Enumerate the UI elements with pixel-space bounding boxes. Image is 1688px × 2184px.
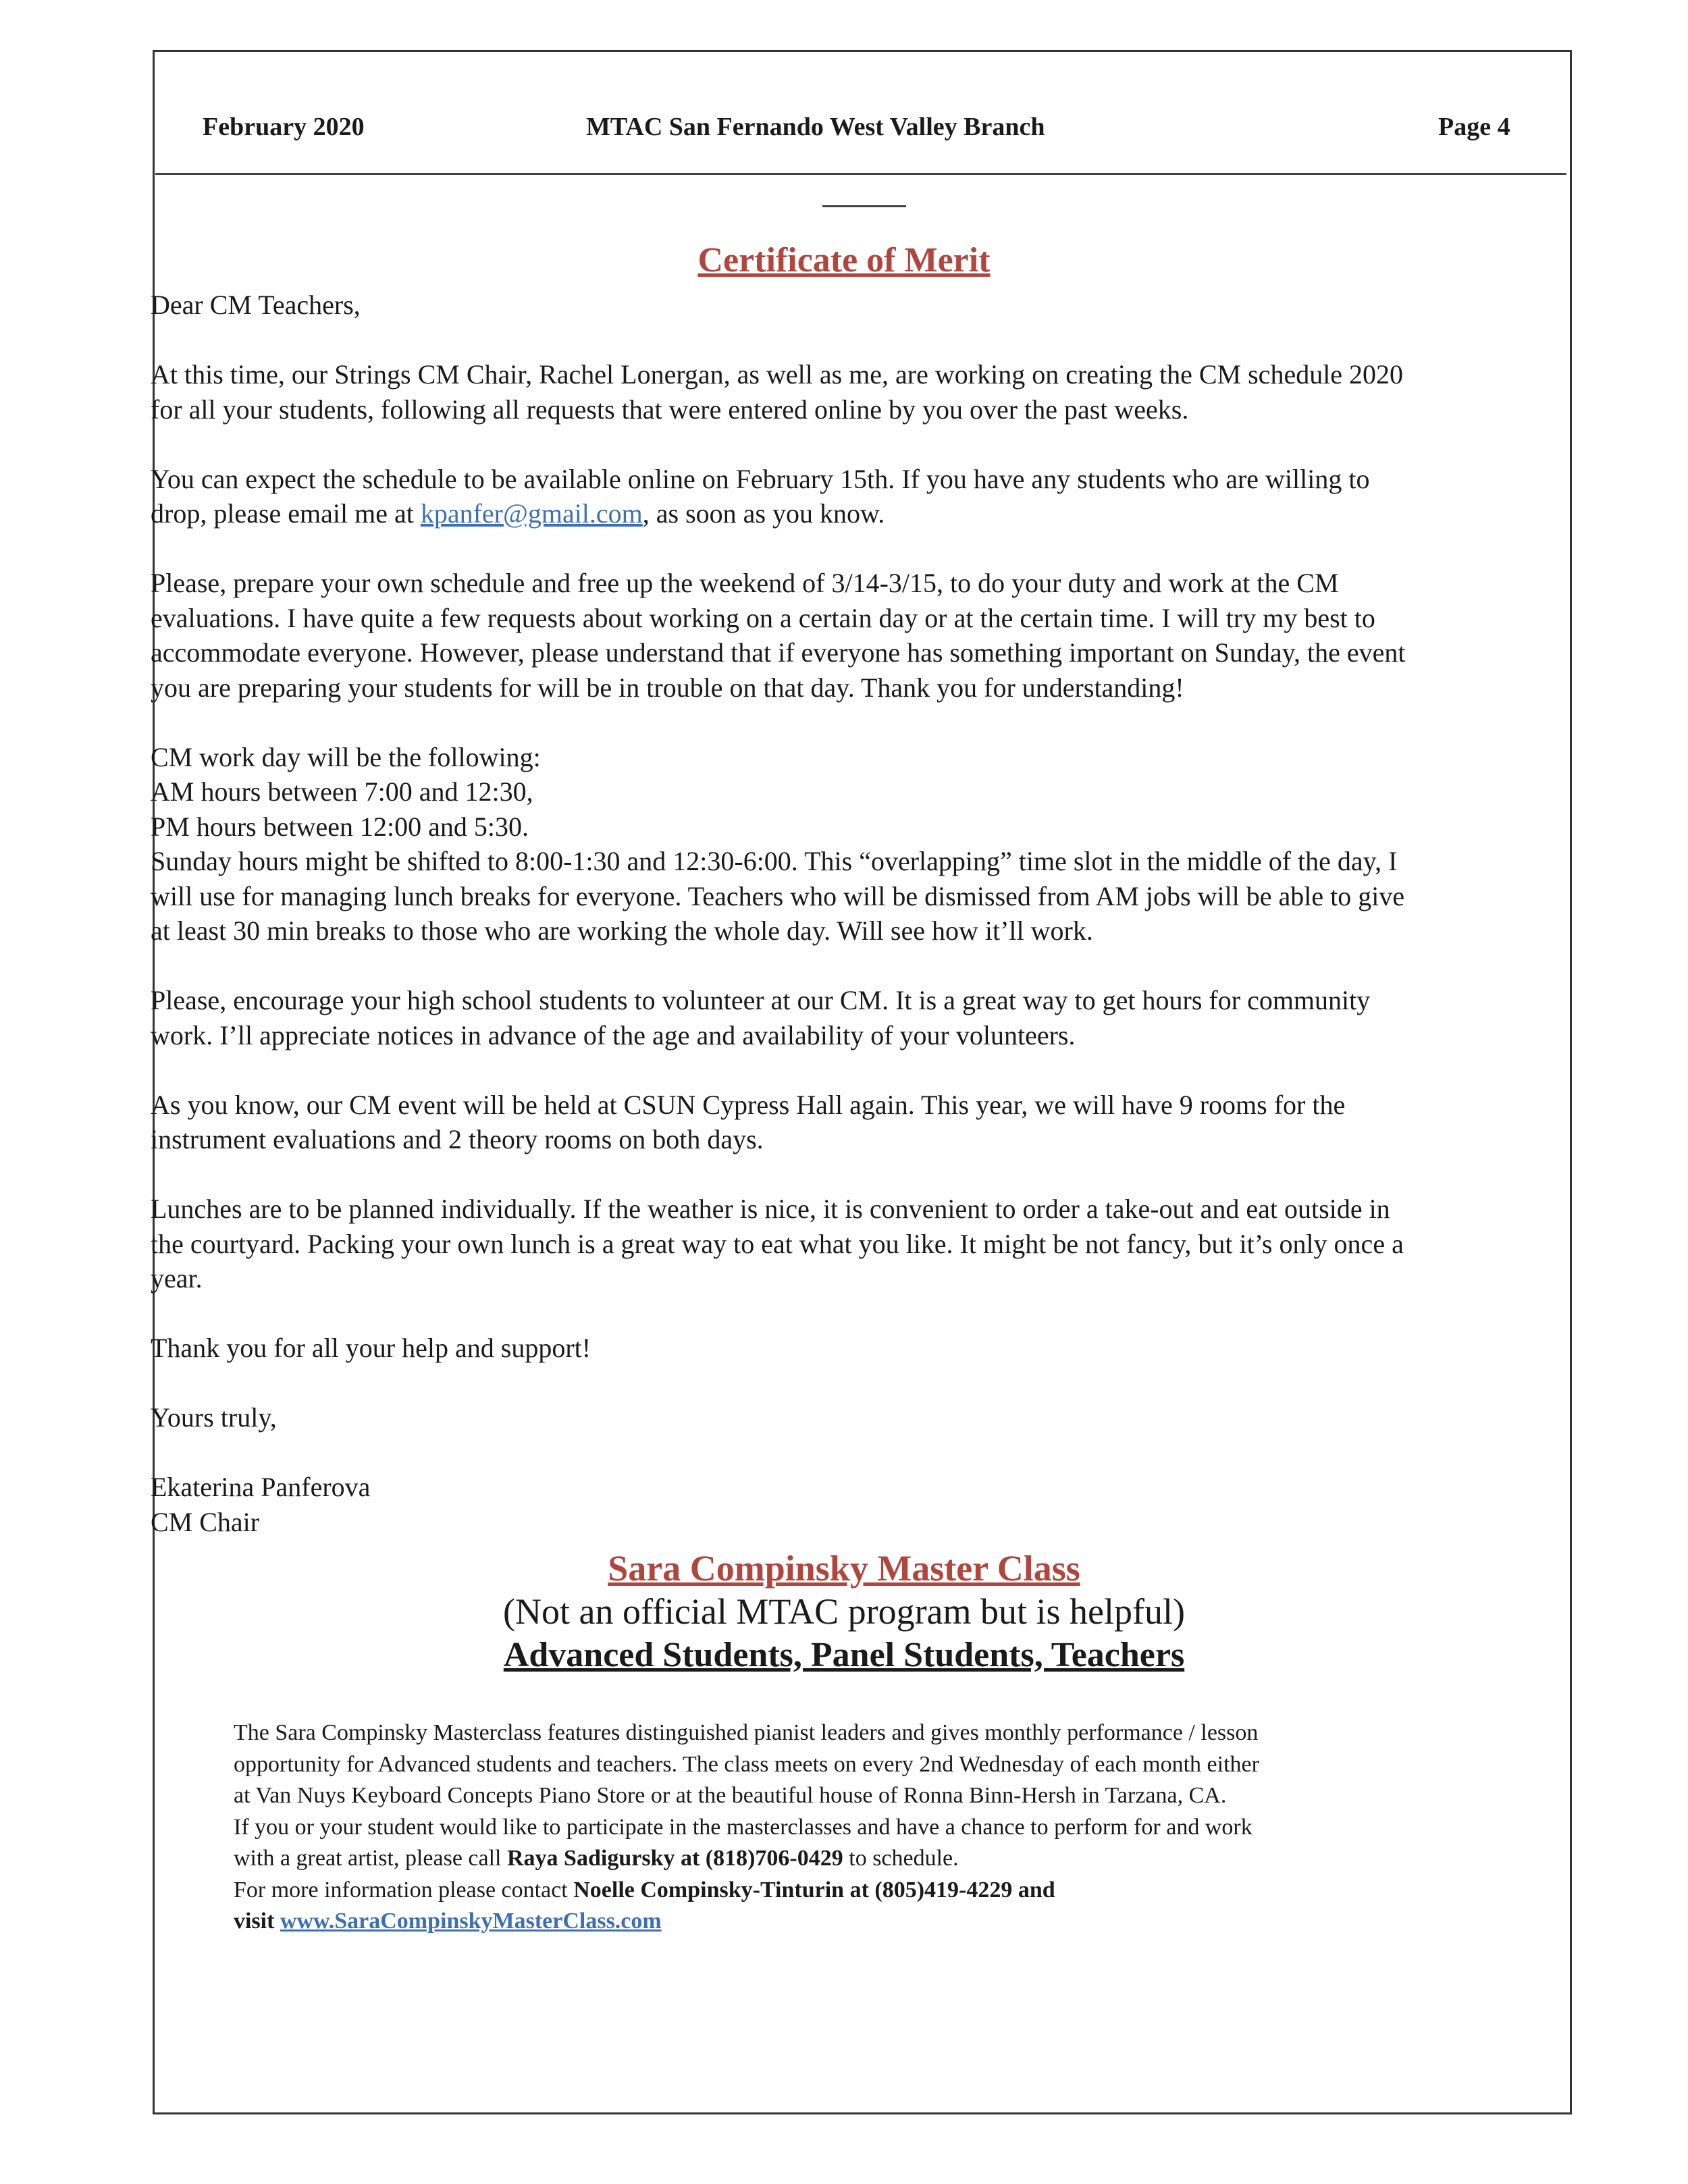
contact-raya: Raya Sadigursky at (818)706-0429 [507, 1846, 843, 1871]
header-page-number: Page 4 [1438, 113, 1510, 141]
masterclass-line: at Van Nuys Keyboard Concepts Piano Store or at the beautiful house of Ronna Binn-Hersh in Tarzana, CA. [234, 1783, 1227, 1808]
masterclass-line: The Sara Compinsky Masterclass features distinguished pianist leaders and gives monthly performance / lesson [234, 1720, 1259, 1745]
certificate-title: Certificate of Merit [697, 241, 991, 279]
masterclass-line: For more information please contact Noelle Compinsky-Tinturin at (805)419-4229 and [234, 1877, 1055, 1902]
section-divider [822, 205, 906, 207]
contact-noelle: Noelle Compinsky-Tinturin at (805)419-4229 and [573, 1877, 1055, 1902]
masterclass-subtitle: (Not an official MTAC program but is helpful) [503, 1591, 1185, 1632]
website-link[interactable]: www.SaraCompinskyMasterClass.com [280, 1909, 662, 1934]
masterclass-audience: Advanced Students, Panel Students, Teachers [503, 1636, 1185, 1674]
paragraph-schedule: At this time, our Strings CM Chair, Rachel Lonergan, as well as me, are working on creating the CM schedule 2020 for all your students, following all requests that were entered online by you over the past weeks. [151, 359, 1404, 425]
masterclass-line: visit www.SaraCompinskyMasterClass.com [234, 1909, 662, 1934]
masterclass-description [234, 1717, 1550, 1938]
certificate-letter [151, 288, 1568, 1539]
paragraph-venue: As you know, our CM event will be held at CSUN Cypress Hall again. This year, we will have 9 rooms for the instrument evaluations and 2 theory rooms on both days. [151, 1089, 1346, 1154]
masterclass-line: If you or your student would like to participate in the masterclasses and have a chance to perform for and work [234, 1814, 1252, 1840]
paragraph-volunteers: Please, encourage your high school students to volunteer at our CM. It is a great way to get hours for community work. I’ll appreciate notices in advance of the age and availability of your volunteers. [151, 985, 1371, 1050]
paragraph-lunches: Lunches are to be planned individually. If the weather is nice, it is convenient to order a take-out and eat outside in the courtyard. Packing your own lunch is a great way to eat what you like. It might be not fancy, but it’s only once a year. [151, 1194, 1404, 1294]
paragraph-availability: You can expect the schedule to be available online on February 15th. If you have any students who are willing to drop, please email me at kpanfer@gmail.com, as soon as you know. [151, 463, 1370, 529]
header-divider [155, 173, 1566, 175]
thanks-line: Thank you for all your help and support! [151, 1333, 591, 1363]
email-link[interactable]: kpanfer@gmail.com [420, 498, 643, 529]
masterclass-title: Sara Compinsky Master Class [608, 1548, 1080, 1589]
header-date: February 2020 [203, 113, 365, 141]
closing-line: Yours truly, [151, 1402, 277, 1433]
signer-name: Ekaterina Panferova [151, 1472, 371, 1502]
salutation: Dear CM Teachers, [151, 290, 361, 320]
paragraph-weekend: Please, prepare your own schedule and free up the weekend of 3/14-3/15, to do your duty and work at the CM evaluations. I have quite a few requests about working on a certain day or at the certain time. I will try my best to accommodate everyone. However, please understand that if everyone has something important on Sunday, the event you are preparing your students for will be in trouble on that day. Thank you for understanding! [151, 568, 1406, 703]
paragraph-work-hours: CM work day will be the following: AM hours between 7:00 and 12:30, PM hours between 12:00 and 5:30. Sunday hours might be shifted to 8:00-1:30 and 12:30-6:00. This “overlapping” time slot in the middle of the day, I will use for managing lunch breaks for everyone. Teachers who will be dismissed from AM jobs will be able to give at least 30 min breaks to those who are working the whole day. Will see how it’ll work. [151, 741, 1405, 946]
header-title: MTAC San Fernando West Valley Branch [586, 113, 1045, 141]
signer-title: CM Chair [151, 1506, 260, 1537]
masterclass-line: opportunity for Advanced students and teachers. The class meets on every 2nd Wednesday of each month either [234, 1751, 1259, 1777]
masterclass-line: with a great artist, please call Raya Sadigursky at (818)706-0429 to schedule. [234, 1846, 959, 1871]
